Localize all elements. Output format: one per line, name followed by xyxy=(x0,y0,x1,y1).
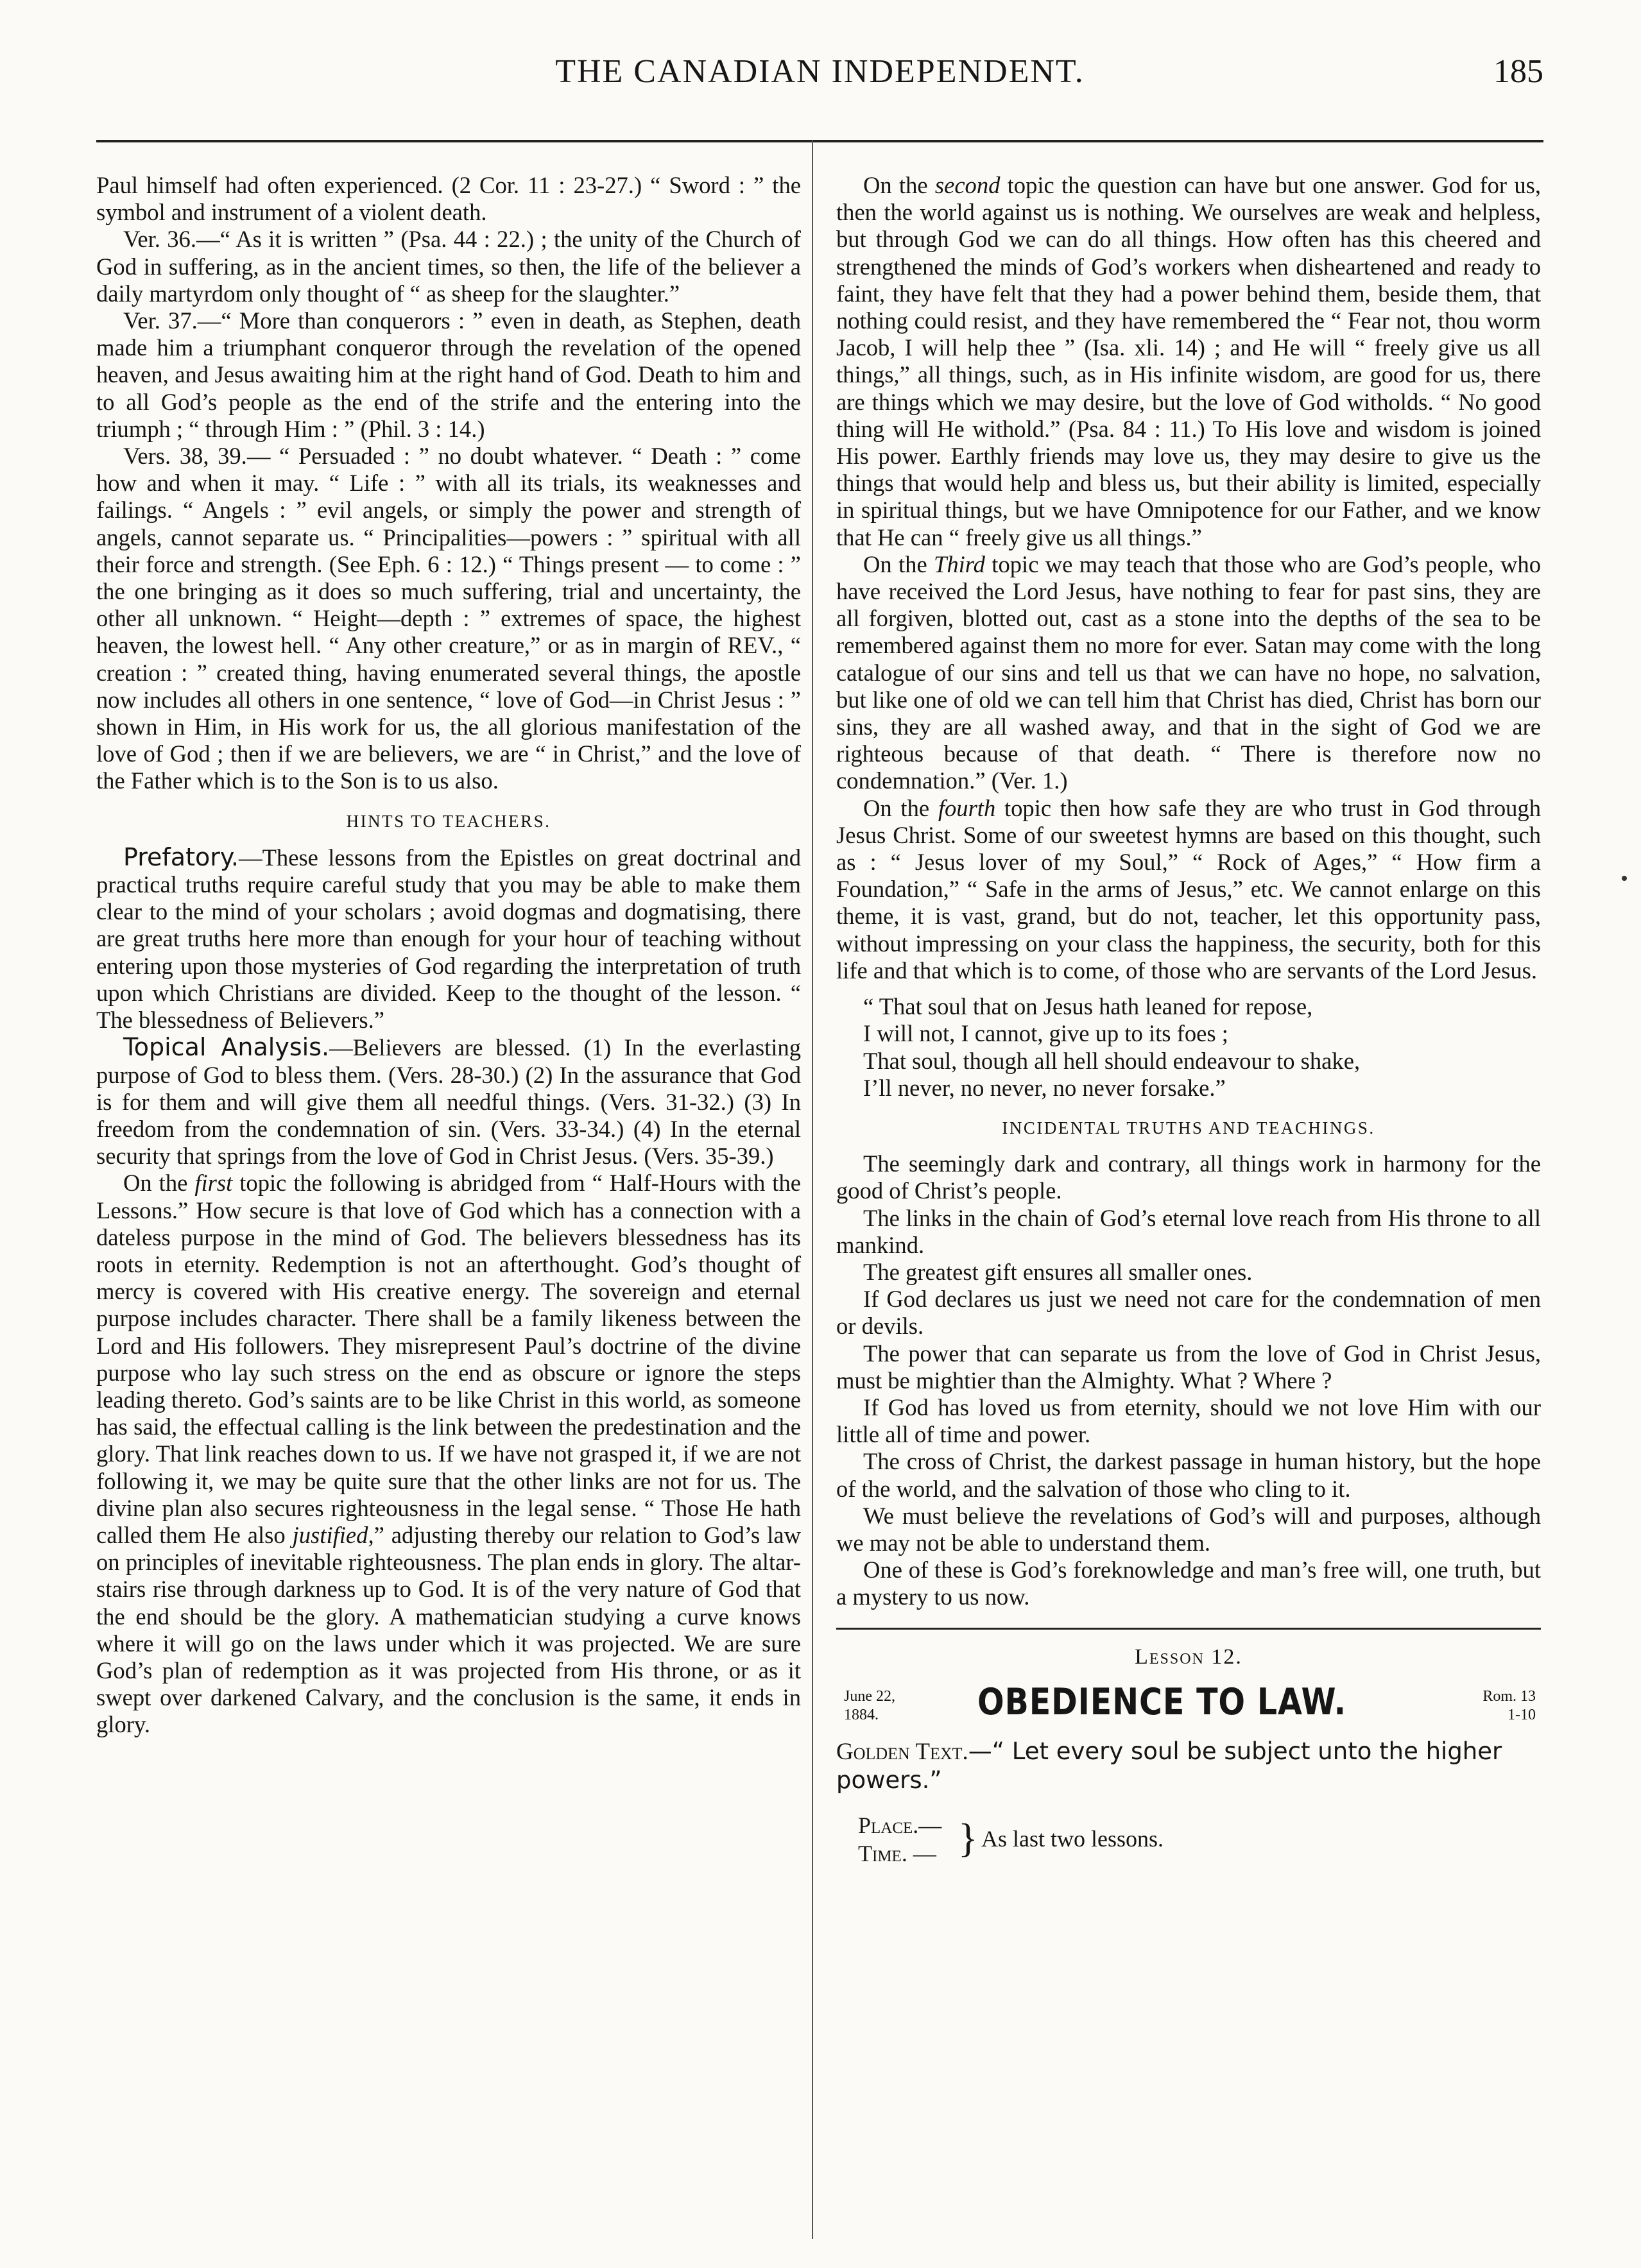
prefatory-label: Prefatory. xyxy=(123,842,239,871)
lesson-date: June 22, 1884. xyxy=(844,1687,895,1723)
truth-item: If God declares us just we need not care for the condemnation of men or devils. xyxy=(836,1286,1541,1340)
truth-item: The seemingly dark and contrary, all things work in harmony for the good of Christ’s people. xyxy=(836,1150,1541,1204)
justified-emphasis: justified, xyxy=(292,1521,374,1548)
incidental-heading: INCIDENTAL TRUTHS AND TEACHINGS. xyxy=(1002,1118,1375,1138)
paragraph-vers-38-39: Vers. 38, 39.— “ Persuaded : ” no doubt whatever. “ Death : ” come how and when it may. “ Life : ” with all its trials, its weaknesses and failings. “ Angels : ” evil angels, or simply the power and strength of angels, cannot separate us. “ Principalities—powers : ” spiritual with all their force and strength. (See Eph. 6 : 12.) “ Things present — to come : ” the one bringing as it does so much suffering, trial and uncertainty, the other all unknown. “ Height—depth : ” extremes of space, the highest heaven, the lowest hell. “ Any other creature,” or as in margin of REV., “ creation : ” created thing, having enumerated several things, the apostle now includes all others in one sentence, “ love of God—in Christ Jesus : ” shown in Him, in His work for us, the all glorious manifestation of the love of God ; then if we are believers, we are “ in Christ,” and the love of the Father which is to the Son is to us also. xyxy=(96,443,801,794)
truth-item: One of these is God’s foreknowledge and man’s free will, one truth, but a mystery to us now. xyxy=(836,1556,1541,1610)
golden-text-body: —“ Let every soul be subject unto the higher powers.” xyxy=(836,1737,1502,1794)
lesson-scripture-ref: Rom. 13 1-10 xyxy=(1482,1687,1536,1723)
truth-item: The greatest gift ensures all smaller ones. xyxy=(863,1258,1253,1285)
paragraph-ver-37: Ver. 37.—“ More than conquerors : ” even in death, as Stephen, death made him a triumphant conqueror through the revelation of the opened heaven, and Jesus awaiting him at the right hand of God. Death to him and to all God’s people as the end of the strife and the entering into the triumph ; “ through Him : ” (Phil. 3 : 14.) xyxy=(96,307,801,442)
column-divider xyxy=(812,140,813,2239)
hymn-line: I will not, I cannot, give up to its foes ; xyxy=(863,1020,1228,1047)
truth-item: If God has loved us from eternity, should we not love Him with our little all of time and power. xyxy=(836,1394,1541,1448)
paragraph-continuation: Paul himself had often experienced. (2 Cor. 11 : 23-27.) “ Sword : ” the symbol and instrument of a violent death. xyxy=(96,172,801,226)
place-time-text: As last two lessons. xyxy=(981,1825,1164,1852)
hints-heading: HINTS TO TEACHERS. xyxy=(346,811,551,831)
place-label: Place.— xyxy=(858,1812,942,1838)
fourth-emphasis: fourth xyxy=(938,794,996,821)
paragraph-prefatory xyxy=(96,844,801,1034)
second-emphasis: second xyxy=(934,172,1001,198)
hymn-line: That soul, though all hell should endeavour to shake, xyxy=(863,1047,1361,1074)
hymn-line: “ That soul that on Jesus hath leaned for repose, xyxy=(863,993,1313,1020)
lesson-title-row xyxy=(836,1680,1541,1732)
time-label: Time. — xyxy=(858,1840,936,1866)
hymn-line: I’ll never, no never, no never forsake.” xyxy=(863,1074,1226,1101)
place-time-labels xyxy=(858,1811,941,1868)
topical-label: Topical Analysis. xyxy=(123,1033,330,1062)
lesson-rule xyxy=(836,1628,1541,1630)
truth-item: The power that can separate us from the love of God in Christ Jesus, must be mightier than the Almighty. What ? Where ? xyxy=(836,1340,1541,1394)
lesson-number: Lesson 12. xyxy=(1135,1644,1242,1669)
topical-text: —Believers are blessed. (1) In the everlasting purpose of God to bless them. (Vers. 28-30.) (2) In the assurance that God is for them and will give them all needful things. (Vers. 31-32.) (3) In freedom from the condemnation of sin. (Vers. 33-34.) (4) In the eternal security that springs from the love of God in Christ Jesus. (Vers. 35-39.) xyxy=(96,1034,801,1170)
prefatory-text: —These lessons from the Epistles on great doctrinal and practical truths require careful study that you may be able to make them clear to the mind of your scholars ; avoid dogmas and dogmatising, there are great truths here more than enough for your hour of teaching without entering upon those mysteries of God regarding the interpretation of truth upon which Christians are divided. Keep to the thought of the lesson. “ The blessedness of Believers.” xyxy=(96,844,801,1034)
page-header xyxy=(96,53,1543,104)
third-emphasis: Third xyxy=(934,550,985,577)
paragraph-fourth-topic: On the fourth topic then how safe they are who trust in God through Jesus Christ. Some of our sweetest hymns are based on this thought, such as : “ Jesus lover of my Soul,” “ Rock of Ages,” “ How firm a Foundation,” “ Safe in the arms of Jesus,” etc. We cannot enlarge on this theme, it is vast, grand, but do not, teacher, let this opportunity pass, without impressing on your class the happiness, the security, both for this life and that which is to come, of those who are servants of the Lord Jesus. xyxy=(836,794,1542,984)
lesson-title: OBEDIENCE TO LAW. xyxy=(977,1680,1346,1723)
paragraph-first-topic: On the first topic the following is abridged from “ Half-Hours with the Lessons.” How secure is that love of God which has a connection with a dateless purpose in the mind of God. The believers blessedness has its roots in eternity. Redemption is not an afterthought. God’s thought of mercy is covered with His creative energy. The sovereign and eternal purpose includes character. There shall be a family likeness between the Lord and His followers. They misrepresent Paul’s doctrine of the divine purpose who lay such stress on the end as obscure or ignore the steps leading thereto. God’s saints are to be like Christ in this world, as someone has said, the effectual calling is the link between the predestination and the glory. That link reaches down to us. If we have not grasped it, if we are not following it, we may be quite sure that the other links are not for us. The divine plan also secures righteousness in the legal sense. “ Those He hath called them He also justified,” adjusting thereby our relation to God’s law on principles of inevitable righteousness. The plan ends in glory. The altar-stairs rise through darkness up to God. It is of the very nature of God that the end should be the glory. A mathematician studying a curve knows where it will go on the laws under which it was projected. We are sure God’s plan of redemption as it was projected from His throne, or as it swept over darkened Calvary, and the conclusion is the same, it ends in glory. xyxy=(96,1170,801,1738)
place-time xyxy=(836,1811,1541,1869)
golden-text-label: Golden Text. xyxy=(836,1738,968,1765)
first-emphasis: first xyxy=(194,1170,233,1197)
paragraph-third-topic: On the Third topic we may teach that those who are God’s people, who have received the Lord Jesus, have nothing to fear for past sins, they are all forgiven, blotted out, cast as a stone into the depths of the sea to be remembered against them no more for ever. Satan may come with the long catalogue of our sins and tell us that we can have no hope, no salvation, but like one of old we can tell him that Christ has died, Christ has born our sins, they are all washed away, and that in the sight of God we are righteous because of that death. “ There is therefore now no condemnation.” (Ver. 1.) xyxy=(836,550,1542,794)
paragraph-topical-analysis xyxy=(96,1034,801,1170)
paragraph-second-topic: On the second topic the question can have but one answer. God for us, then the world against us is nothing. We ourselves are weak and helpless, but through God we can do all things. How often has this cheered and strengthened the minds of God’s workers when disheartened and ready to faint, they have felt that they had a power behind them, beside them, that nothing could resist, and they have remembered the “ Fear not, thou worm Jacob, I will help thee ” (Isa. xli. 14) ; and He will “ freely give us all things,” all things, such, as in His infinite wisdom, are good for us, there are things which we may desire, but the love of God witholds. “ No good thing will He withold.” (Psa. 84 : 11.) To His love and wisdom is joined His power. Earthly friends may love us, they may desire to give us the things that would help and bless us, but their ability is limited, especially in spiritual things, but we have Omnipotence for our Father, and we know that He can “ freely give us all things.” xyxy=(836,172,1541,550)
page-number: 185 xyxy=(1493,53,1543,90)
page-title: THE CANADIAN INDEPENDENT. xyxy=(555,53,1085,90)
paragraph-ver-36: Ver. 36.—“ As it is written ” (Psa. 44 : 22.) ; the unity of the Church of God in suffering, as in the ancient times, so then, the life of the believer a daily martyrdom only thought of “ as sheep for the slaughter.” xyxy=(96,226,801,307)
right-column xyxy=(836,172,1541,1869)
brace-icon: } xyxy=(958,1814,978,1861)
truth-item: The links in the chain of God’s eternal love reach from His throne to all mankind. xyxy=(836,1204,1541,1258)
margin-dot xyxy=(1622,876,1627,881)
truth-item: We must believe the revelations of God’s will and purposes, although we may not be able to understand them. xyxy=(836,1502,1541,1556)
hymn-quote xyxy=(836,993,1541,1102)
truth-item: The cross of Christ, the darkest passage in human history, but the hope of the world, and the salvation of those who cling to it. xyxy=(836,1448,1541,1502)
left-column xyxy=(96,172,801,1739)
header-rule xyxy=(96,140,1543,142)
golden-text xyxy=(836,1737,1541,1795)
